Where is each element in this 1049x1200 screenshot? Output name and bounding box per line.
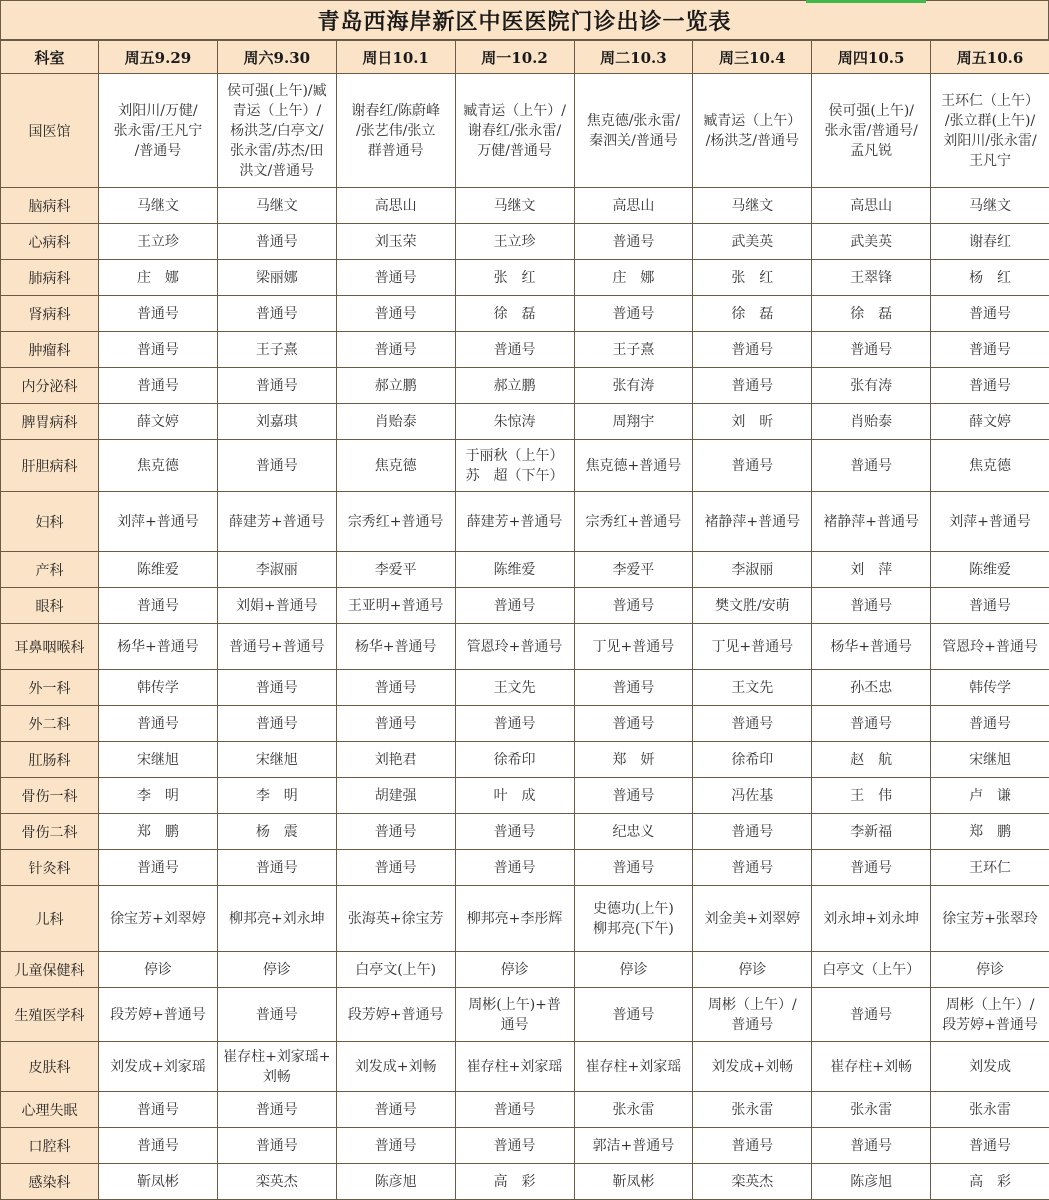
schedule-cell: 刘嘉琪 — [217, 404, 336, 440]
title-bar — [0, 0, 1049, 40]
table-row — [1, 1128, 1049, 1164]
schedule-cell: 刘娟+普通号 — [217, 588, 336, 624]
schedule-cell: 普通号 — [99, 368, 218, 404]
schedule-cell: 普通号 — [455, 1128, 574, 1164]
schedule-cell: 李新福 — [812, 814, 931, 850]
schedule-cell: 普通号 — [99, 1092, 218, 1128]
schedule-cell: 高思山 — [336, 188, 455, 224]
schedule-cell: 薛建芳+普通号 — [455, 492, 574, 552]
schedule-cell: 普通号+普通号 — [217, 624, 336, 670]
schedule-cell: 普通号 — [574, 988, 693, 1042]
schedule-cell: 普通号 — [693, 706, 812, 742]
schedule-cell: 刘发成+刘家瑶 — [99, 1042, 218, 1092]
schedule-cell: 王 伟 — [812, 778, 931, 814]
schedule-cell: 普通号 — [693, 440, 812, 492]
column-header-date: 周五10.6 — [931, 41, 1049, 74]
table-row — [1, 742, 1049, 778]
department-name: 外一科 — [1, 670, 99, 706]
schedule-cell: 焦克德 — [931, 440, 1049, 492]
department-name: 感染科 — [1, 1164, 99, 1200]
schedule-cell: 段芳婷+普通号 — [99, 988, 218, 1042]
table-row — [1, 778, 1049, 814]
schedule-cell: 臧青运（上午）/ 谢春红/张永雷/ 万健/普通号 — [455, 74, 574, 188]
table-row — [1, 260, 1049, 296]
schedule-cell: 徐希印 — [693, 742, 812, 778]
schedule-cell: 崔存柱+刘畅 — [812, 1042, 931, 1092]
schedule-cell: 马继文 — [455, 188, 574, 224]
table-row — [1, 1164, 1049, 1200]
schedule-cell: 刘发成 — [931, 1042, 1049, 1092]
schedule-cell: 周彬（上午）/ 普通号 — [693, 988, 812, 1042]
schedule-cell: 张永雷 — [693, 1092, 812, 1128]
table-row — [1, 368, 1049, 404]
schedule-cell: 刘永坤+刘永坤 — [812, 886, 931, 952]
schedule-cell: 普通号 — [336, 1092, 455, 1128]
department-name: 儿童保健科 — [1, 952, 99, 988]
schedule-cell: 普通号 — [812, 1128, 931, 1164]
schedule-cell: 褚静萍+普通号 — [693, 492, 812, 552]
schedule-cell: 庄 娜 — [574, 260, 693, 296]
table-row — [1, 404, 1049, 440]
column-header-date: 周三10.4 — [693, 41, 812, 74]
schedule-cell: 张永雷 — [931, 1092, 1049, 1128]
schedule-cell: 侯可强(上午)/ 张永雷/普通号/ 孟凡锐 — [812, 74, 931, 188]
schedule-cell: 徐宝芳+刘翠婷 — [99, 886, 218, 952]
department-name: 口腔科 — [1, 1128, 99, 1164]
schedule-cell: 白亭文(上午) — [336, 952, 455, 988]
schedule-cell: 薛文婷 — [99, 404, 218, 440]
schedule-cell: 陈维爱 — [99, 552, 218, 588]
table-row — [1, 850, 1049, 886]
schedule-cell: 普通号 — [336, 706, 455, 742]
schedule-cell: 管恩玲+普通号 — [455, 624, 574, 670]
schedule-cell: 杨华+普通号 — [812, 624, 931, 670]
schedule-cell: 普通号 — [455, 1092, 574, 1128]
schedule-cell: 焦克德+普通号 — [574, 440, 693, 492]
schedule-cell: 普通号 — [217, 850, 336, 886]
schedule-cell: 马继文 — [931, 188, 1049, 224]
schedule-cell: 普通号 — [574, 588, 693, 624]
table-row — [1, 74, 1049, 188]
schedule-cell: 马继文 — [217, 188, 336, 224]
schedule-cell: 韩传学 — [931, 670, 1049, 706]
schedule-cell: 普通号 — [336, 332, 455, 368]
schedule-cell: 崔存柱+刘家瑶 — [574, 1042, 693, 1092]
table-row — [1, 188, 1049, 224]
schedule-cell: 王翠锋 — [812, 260, 931, 296]
schedule-cell: 停诊 — [217, 952, 336, 988]
schedule-cell: 郝立鹏 — [455, 368, 574, 404]
schedule-cell: 普通号 — [217, 670, 336, 706]
schedule-cell: 肖贻泰 — [336, 404, 455, 440]
schedule-cell: 普通号 — [99, 850, 218, 886]
schedule-cell: 普通号 — [931, 588, 1049, 624]
schedule-cell: 张 红 — [455, 260, 574, 296]
schedule-cell: 普通号 — [336, 670, 455, 706]
schedule-cell: 王子熹 — [574, 332, 693, 368]
column-header-dept: 科室 — [1, 41, 99, 74]
schedule-cell: 普通号 — [336, 1128, 455, 1164]
schedule-cell: 普通号 — [812, 440, 931, 492]
department-name: 产科 — [1, 552, 99, 588]
schedule-cell: 刘玉荣 — [336, 224, 455, 260]
department-name: 针灸科 — [1, 850, 99, 886]
schedule-table — [0, 40, 1049, 1200]
schedule-cell: 周彬(上午)+普 通号 — [455, 988, 574, 1042]
schedule-cell: 褚静萍+普通号 — [812, 492, 931, 552]
schedule-cell: 徐宝芳+张翠玲 — [931, 886, 1049, 952]
department-name: 肿瘤科 — [1, 332, 99, 368]
schedule-cell: 卢 谦 — [931, 778, 1049, 814]
schedule-cell: 普通号 — [99, 332, 218, 368]
schedule-cell: 李爱平 — [574, 552, 693, 588]
schedule-cell: 普通号 — [455, 850, 574, 886]
schedule-cell: 普通号 — [455, 332, 574, 368]
schedule-cell: 史德功(上午) 柳邦亮(下午) — [574, 886, 693, 952]
schedule-cell: 靳凤彬 — [99, 1164, 218, 1200]
schedule-cell: 段芳婷+普通号 — [336, 988, 455, 1042]
table-row — [1, 224, 1049, 260]
schedule-cell: 张 红 — [693, 260, 812, 296]
schedule-cell: 普通号 — [99, 1128, 218, 1164]
table-row — [1, 814, 1049, 850]
schedule-cell: 王立珍 — [455, 224, 574, 260]
schedule-cell: 普通号 — [812, 332, 931, 368]
schedule-cell: 徐 磊 — [812, 296, 931, 332]
schedule-cell: 张有涛 — [812, 368, 931, 404]
schedule-cell: 刘金美+刘翠婷 — [693, 886, 812, 952]
schedule-cell: 柳邦亮+刘永坤 — [217, 886, 336, 952]
schedule-cell: 郑 鹏 — [931, 814, 1049, 850]
schedule-cell: 高思山 — [574, 188, 693, 224]
schedule-cell: 武美英 — [812, 224, 931, 260]
schedule-cell: 郝立鹏 — [336, 368, 455, 404]
department-name: 生殖医学科 — [1, 988, 99, 1042]
schedule-cell: 郭洁+普通号 — [574, 1128, 693, 1164]
schedule-cell: 刘阳川/万健/ 张永雷/王凡宁 /普通号 — [99, 74, 218, 188]
schedule-cell: 刘萍+普通号 — [931, 492, 1049, 552]
schedule-cell: 焦克德 — [336, 440, 455, 492]
schedule-cell: 普通号 — [574, 670, 693, 706]
schedule-cell: 王环仁 — [931, 850, 1049, 886]
table-row — [1, 552, 1049, 588]
schedule-cell: 普通号 — [812, 850, 931, 886]
schedule-cell: 普通号 — [217, 1092, 336, 1128]
schedule-cell: 武美英 — [693, 224, 812, 260]
schedule-cell: 停诊 — [693, 952, 812, 988]
schedule-cell: 张永雷 — [812, 1092, 931, 1128]
schedule-cell: 柳邦亮+李彤辉 — [455, 886, 574, 952]
schedule-cell: 胡建强 — [336, 778, 455, 814]
schedule-cell: 普通号 — [336, 850, 455, 886]
schedule-cell: 杨 红 — [931, 260, 1049, 296]
schedule-cell: 普通号 — [455, 814, 574, 850]
department-name: 心理失眠 — [1, 1092, 99, 1128]
schedule-cell: 王亚明+普通号 — [336, 588, 455, 624]
department-name: 脾胃病科 — [1, 404, 99, 440]
schedule-cell: 停诊 — [574, 952, 693, 988]
schedule-cell: 栾英杰 — [217, 1164, 336, 1200]
table-row — [1, 624, 1049, 670]
schedule-cell: 普通号 — [812, 988, 931, 1042]
schedule-cell: 刘发成+刘畅 — [336, 1042, 455, 1092]
schedule-cell: 普通号 — [574, 224, 693, 260]
table-body — [1, 74, 1049, 1200]
schedule-cell: 赵 航 — [812, 742, 931, 778]
schedule-cell: 焦克德/张永雷/ 秦泗关/普通号 — [574, 74, 693, 188]
schedule-cell: 普通号 — [931, 368, 1049, 404]
schedule-cell: 管恩玲+普通号 — [931, 624, 1049, 670]
column-header-date: 周一10.2 — [455, 41, 574, 74]
schedule-cell: 薛文婷 — [931, 404, 1049, 440]
schedule-cell: 普通号 — [931, 706, 1049, 742]
schedule-cell: 冯佐基 — [693, 778, 812, 814]
department-name: 内分泌科 — [1, 368, 99, 404]
header-row — [1, 41, 1049, 74]
table-row — [1, 886, 1049, 952]
schedule-cell: 刘艳君 — [336, 742, 455, 778]
schedule-cell: 纪忠义 — [574, 814, 693, 850]
schedule-cell: 张有涛 — [574, 368, 693, 404]
schedule-cell: 王文先 — [693, 670, 812, 706]
table-row — [1, 296, 1049, 332]
table-row — [1, 332, 1049, 368]
department-name: 眼科 — [1, 588, 99, 624]
table-row — [1, 588, 1049, 624]
schedule-cell: 普通号 — [455, 588, 574, 624]
department-name: 肾病科 — [1, 296, 99, 332]
schedule-cell: 薛建芳+普通号 — [217, 492, 336, 552]
schedule-cell: 栾英杰 — [693, 1164, 812, 1200]
department-name: 国医馆 — [1, 74, 99, 188]
schedule-cell: 徐 磊 — [455, 296, 574, 332]
schedule-cell: 张永雷 — [574, 1092, 693, 1128]
schedule-cell: 郑 妍 — [574, 742, 693, 778]
schedule-cell: 普通号 — [217, 988, 336, 1042]
schedule-cell: 高思山 — [812, 188, 931, 224]
department-name: 肺病科 — [1, 260, 99, 296]
schedule-cell: 李淑丽 — [217, 552, 336, 588]
schedule-cell: 普通号 — [217, 1128, 336, 1164]
schedule-cell: 谢春红 — [931, 224, 1049, 260]
schedule-cell: 崔存柱+刘家瑶 — [455, 1042, 574, 1092]
department-name: 儿科 — [1, 886, 99, 952]
schedule-cell: 白亭文（上午） — [812, 952, 931, 988]
table-row — [1, 706, 1049, 742]
schedule-cell: 宋继旭 — [931, 742, 1049, 778]
schedule-cell: 侯可强(上午)/臧 青运（上午）/ 杨洪芝/白亭文/ 张永雷/苏杰/田 洪文/普通号 — [217, 74, 336, 188]
schedule-cell: 丁见+普通号 — [574, 624, 693, 670]
schedule-cell: 刘发成+刘畅 — [693, 1042, 812, 1092]
schedule-cell: 于丽秋（上午） 苏 超（下午） — [455, 440, 574, 492]
schedule-cell: 宗秀红+普通号 — [574, 492, 693, 552]
department-name: 心病科 — [1, 224, 99, 260]
schedule-cell: 王立珍 — [99, 224, 218, 260]
schedule-cell: 张海英+徐宝芳 — [336, 886, 455, 952]
schedule-cell: 李 明 — [217, 778, 336, 814]
schedule-cell: 高 彩 — [455, 1164, 574, 1200]
schedule-cell: 丁见+普通号 — [693, 624, 812, 670]
schedule-cell: 普通号 — [574, 706, 693, 742]
schedule-cell: 普通号 — [574, 296, 693, 332]
schedule-cell: 高 彩 — [931, 1164, 1049, 1200]
column-header-date: 周四10.5 — [812, 41, 931, 74]
schedule-cell: 谢春红/陈蔚峰 /张艺伟/张立 群普通号 — [336, 74, 455, 188]
schedule-cell: 王环仁（上午） /张立群(上午)/ 刘阳川/张永雷/ 王凡宁 — [931, 74, 1049, 188]
schedule-cell: 普通号 — [217, 706, 336, 742]
schedule-cell: 普通号 — [693, 814, 812, 850]
schedule-cell: 焦克德 — [99, 440, 218, 492]
schedule-cell: 崔存柱+刘家瑶+ 刘畅 — [217, 1042, 336, 1092]
schedule-cell: 宋继旭 — [217, 742, 336, 778]
schedule-cell: 普通号 — [574, 850, 693, 886]
schedule-cell: 周翔宇 — [574, 404, 693, 440]
schedule-cell: 杨华+普通号 — [336, 624, 455, 670]
schedule-cell: 普通号 — [931, 296, 1049, 332]
schedule-cell: 马继文 — [99, 188, 218, 224]
schedule-cell: 周彬（上午）/ 段芳婷+普通号 — [931, 988, 1049, 1042]
schedule-cell: 刘 萍 — [812, 552, 931, 588]
schedule-cell: 普通号 — [217, 296, 336, 332]
schedule-cell: 宗秀红+普通号 — [336, 492, 455, 552]
schedule-cell: 樊文胜/安萌 — [693, 588, 812, 624]
schedule-cell: 孙丕忠 — [812, 670, 931, 706]
schedule-cell: 普通号 — [217, 224, 336, 260]
schedule-cell: 刘萍+普通号 — [99, 492, 218, 552]
schedule-cell: 普通号 — [336, 296, 455, 332]
schedule-cell: 普通号 — [99, 588, 218, 624]
schedule-cell: 停诊 — [99, 952, 218, 988]
schedule-cell: 王子熹 — [217, 332, 336, 368]
schedule-cell: 刘 昕 — [693, 404, 812, 440]
schedule-cell: 郑 鹏 — [99, 814, 218, 850]
schedule-cell: 徐 磊 — [693, 296, 812, 332]
schedule-cell: 韩传学 — [99, 670, 218, 706]
table-row — [1, 1042, 1049, 1092]
schedule-cell: 王文先 — [455, 670, 574, 706]
schedule-cell: 普通号 — [99, 296, 218, 332]
schedule-cell: 普通号 — [99, 706, 218, 742]
schedule-cell: 李淑丽 — [693, 552, 812, 588]
schedule-cell: 普通号 — [931, 1128, 1049, 1164]
schedule-cell: 李爱平 — [336, 552, 455, 588]
department-name: 妇科 — [1, 492, 99, 552]
schedule-cell: 停诊 — [455, 952, 574, 988]
schedule-cell: 普通号 — [693, 1128, 812, 1164]
department-name: 外二科 — [1, 706, 99, 742]
table-row — [1, 440, 1049, 492]
schedule-cell: 宋继旭 — [99, 742, 218, 778]
column-header-date: 周二10.3 — [574, 41, 693, 74]
schedule-cell: 陈维爱 — [455, 552, 574, 588]
schedule-cell: 普通号 — [574, 778, 693, 814]
column-header-date: 周日10.1 — [336, 41, 455, 74]
schedule-cell: 徐希印 — [455, 742, 574, 778]
schedule-cell: 普通号 — [693, 850, 812, 886]
schedule-cell: 普通号 — [812, 706, 931, 742]
column-header-date: 周五9.29 — [99, 41, 218, 74]
schedule-cell: 杨华+普通号 — [99, 624, 218, 670]
schedule-cell: 靳凤彬 — [574, 1164, 693, 1200]
department-name: 骨伤二科 — [1, 814, 99, 850]
schedule-cell: 普通号 — [812, 588, 931, 624]
table-row — [1, 988, 1049, 1042]
schedule-cell: 陈彦旭 — [812, 1164, 931, 1200]
schedule-cell: 叶 成 — [455, 778, 574, 814]
schedule-cell: 陈维爱 — [931, 552, 1049, 588]
schedule-cell: 普通号 — [217, 368, 336, 404]
schedule-cell: 普通号 — [455, 706, 574, 742]
schedule-cell: 普通号 — [693, 332, 812, 368]
department-name: 肝胆病科 — [1, 440, 99, 492]
department-name: 皮肤科 — [1, 1042, 99, 1092]
schedule-cell: 普通号 — [336, 814, 455, 850]
schedule-cell: 陈彦旭 — [336, 1164, 455, 1200]
schedule-cell: 肖贻泰 — [812, 404, 931, 440]
schedule-cell: 普通号 — [217, 440, 336, 492]
department-name: 肛肠科 — [1, 742, 99, 778]
title-accent-line — [806, 0, 926, 3]
schedule-cell: 停诊 — [931, 952, 1049, 988]
schedule-cell: 梁丽娜 — [217, 260, 336, 296]
schedule-cell: 马继文 — [693, 188, 812, 224]
page-title: 青岛西海岸新区中医医院门诊出诊一览表 — [317, 8, 732, 35]
schedule-cell: 普通号 — [931, 332, 1049, 368]
schedule-cell: 普通号 — [336, 260, 455, 296]
column-header-date: 周六9.30 — [217, 41, 336, 74]
schedule-cell: 庄 娜 — [99, 260, 218, 296]
department-name: 耳鼻咽喉科 — [1, 624, 99, 670]
schedule-cell: 朱惊涛 — [455, 404, 574, 440]
schedule-cell: 李 明 — [99, 778, 218, 814]
department-name: 脑病科 — [1, 188, 99, 224]
department-name: 骨伤一科 — [1, 778, 99, 814]
table-row — [1, 952, 1049, 988]
table-row — [1, 492, 1049, 552]
schedule-cell: 臧青运（上午） /杨洪芝/普通号 — [693, 74, 812, 188]
table-row — [1, 670, 1049, 706]
schedule-cell: 杨 震 — [217, 814, 336, 850]
schedule-cell: 普通号 — [693, 368, 812, 404]
table-row — [1, 1092, 1049, 1128]
